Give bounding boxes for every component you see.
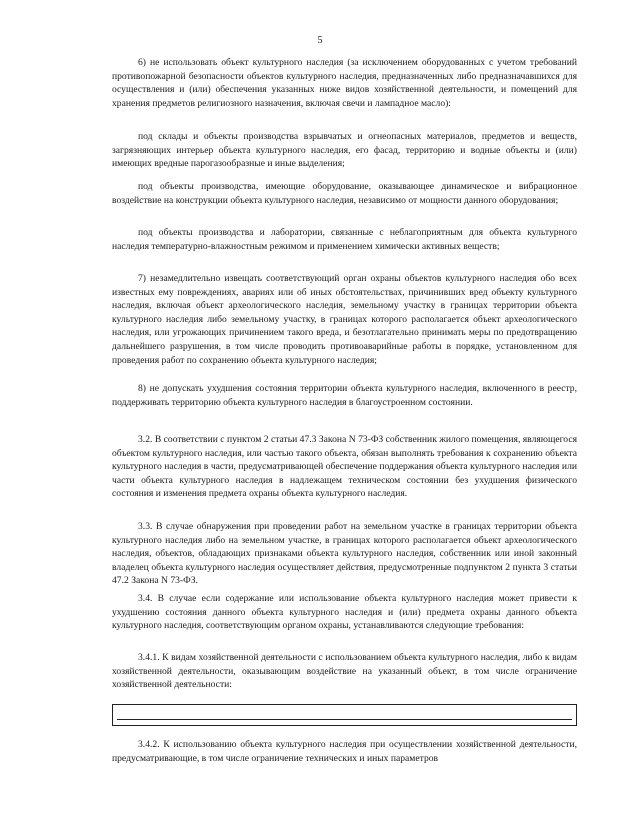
paragraph-3-4-2: 3.4.2. К использованию объекта культурного наследия при осуществлении хозяйственной деятельности, предусматривающие, в том числе ограничение технических и иных параметров: [112, 739, 577, 764]
paragraph-laboratories: под объекты производства и лаборатории, связанные с неблагоприятным для объекта культурного наследия температурно-влажностным режимом и применением химически активных веществ;: [112, 227, 577, 252]
paragraph-3-2: 3.2. В соответствии с пунктом 2 статьи 47.3 Закона N 73-ФЗ собственник жилого помещения, являющегося объектом культурного наследия, или частью такого объекта, обязан выполнять требования к сохранению объекта культурного наследия в части, предусматривающей обеспечение поддержания объекта культурного наследия или части объекта культурного наследия в надлежащем техническом состоянии без ухудшения физического состояния и изменения предмета охраны объекта культурного наследия.: [112, 434, 577, 500]
paragraph-3-3: 3.3. В случае обнаружения при проведении работ на земельном участке в границах территории объекта культурного наследия либо на земельном участке, в границах которого располагается объект археологического наследия, объектов, обладающих признаками объекта культурного наследия, собственник или иной законный владелец объекта культурного наследия осуществляет действия, предусмотренные подпунктом 2 пункта 3 статьи 47.2 Закона N 73-ФЗ.: [112, 521, 577, 587]
paragraph-warehouses: под склады и объекты производства взрывчатых и огнеопасных материалов, предметов и веществ, загрязняющих интерьер объекта культурного наследия, его фасад, территорию и водные объекты и (или) имеющих вредные парогазообразные и иные выделения;: [112, 131, 577, 170]
paragraph-8: 8) не допускать ухудшения состояния территории объекта культурного наследия, включенного в реестр, поддерживать территорию объекта культурного наследия в благоустроенном состоянии.: [112, 383, 577, 408]
paragraph-7: 7) незамедлительно извещать соответствующий орган охраны объектов культурного наследия обо всех известных ему повреждениях, авариях или об иных обстоятельствах, причинивших вред объекту культурного наследия, включая объект археологического наследия, земельному участку в границах территории объекта культурного наследия либо земельному участку, в границах которого располагается объект археологического наследия, или угрожающих причинением такого вреда, и безотлагательно принимать меры по предотвращению дальнейшего разрушения, в том числе проводить противоаварийные работы в порядке, установленном для проведения работ по сохранению объекта культурного наследия;: [112, 273, 577, 366]
paragraph-6: 6) не использовать объект культурного наследия (за исключением оборудованных с учетом требований противопожарной безопасности объектов культурного наследия, предназначенных либо предназначавшихся для осуществления и (или) обеспечения указанных ниже видов хозяйственной деятельности, и помещений для хранения предметов религиозного назначения, включая свечи и лампадное масло):: [112, 57, 577, 109]
paragraph-3-4-1: 3.4.1. К видам хозяйственной деятельности с использованием объекта культурного наследия, либо к видам хозяйственной деятельности, оказывающим воздействие на указанный объект, в том числе ограничение хозяйственной деятельности:: [112, 652, 577, 691]
paragraph-3-4: 3.4. В случае если содержание или использование объекта культурного наследия может привести к ухудшению состояния данного объекта культурного наследия и (или) предмета охраны данного объекта культурного наследия, соответствующим органом охраны, устанавливаются следующие требования:: [112, 593, 577, 632]
paragraph-dynamic-equipment: под объекты производства, имеющие оборудование, оказывающее динамическое и вибрационное воздействие на конструкции объекта культурного наследия, независимо от мощности данного оборудования;: [112, 181, 577, 206]
page-number: 5: [317, 35, 323, 46]
fill-in-box: [112, 704, 577, 726]
